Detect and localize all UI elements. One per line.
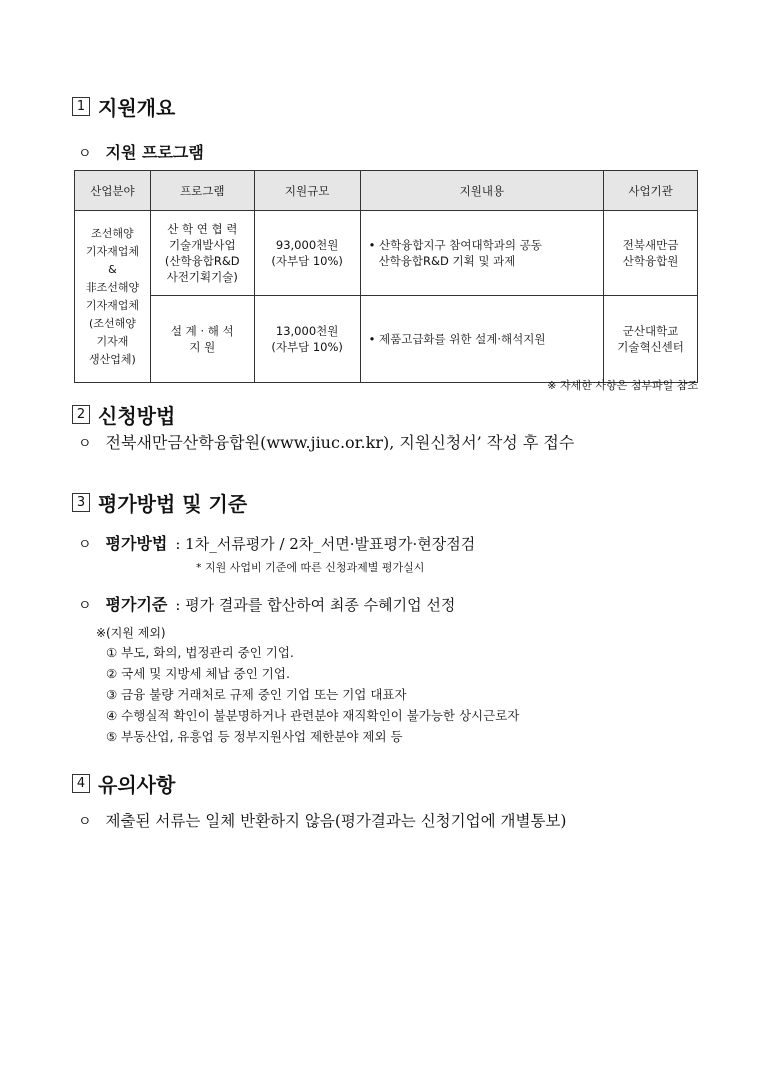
section-title: 평가방법 및 기준: [98, 492, 248, 516]
section-number-box: 2: [72, 405, 90, 424]
program-title: 지원 프로그램: [105, 143, 204, 162]
list-item: ① 부도, 화의, 법정관리 중인 기업.: [106, 645, 294, 660]
section-title: 유의사항: [98, 773, 176, 797]
method-label: 평가방법: [105, 534, 168, 553]
scale-cell: [254, 211, 360, 296]
method-note: * 지원 사업비 기준에 따른 신청과제별 평가실시: [196, 561, 425, 574]
program-cell: [150, 296, 254, 383]
industry-line: &: [108, 262, 117, 276]
section-3-heading: [72, 488, 247, 517]
section-2-heading: [72, 400, 175, 429]
apply-text: 전북새만금산학융합원(www.jiuc.or.kr), 지원신청서’ 작성 후 접수: [105, 433, 575, 452]
table-row: [75, 296, 698, 383]
industry-line: 기자재업체: [85, 244, 139, 258]
agency-line: 군산대학교: [622, 324, 679, 338]
program-table: [74, 170, 698, 383]
industry-line: 非조선해양: [85, 280, 140, 294]
notice-text: 제출된 서류는 일체 반환하지 않음(평가결과는 신청기업에 개별통보): [105, 812, 567, 830]
industry-line: 기자재업체: [85, 298, 139, 312]
bullet-icon: ㅇ: [78, 814, 92, 830]
agency-cell: [604, 296, 698, 383]
header-cell: 프로그램: [150, 171, 254, 211]
industry-line: 조선해양: [91, 226, 134, 240]
program-line: 설 계 · 해 석: [170, 324, 234, 338]
section-number-box: 4: [72, 774, 90, 793]
industry-line: 생산업체): [89, 352, 136, 366]
scale-line: (자부담 10%): [271, 254, 343, 268]
scale-line: 93,000천원: [275, 238, 339, 252]
agency-line: 산학융합원: [622, 254, 679, 268]
list-item: ② 국세 및 지방세 체납 중인 기업.: [106, 666, 290, 681]
method-text: : 1차_서류평가 / 2차_서면·발표평가·현장점검: [175, 535, 476, 553]
method-bullet: [78, 531, 475, 554]
bullet-icon: ㅇ: [78, 598, 92, 614]
agency-line: 기술혁신센터: [617, 340, 684, 354]
content-line: 산학융합R&D 기획 및 과제: [378, 254, 516, 268]
criteria-label: 평가기준: [105, 595, 168, 614]
industry-cell: [75, 211, 151, 383]
section-number-box: 1: [72, 97, 90, 116]
exclusion-list: [106, 642, 519, 747]
scale-line: (자부담 10%): [271, 340, 343, 354]
program-line: 산 학 연 협 력: [167, 222, 238, 236]
bullet-icon: ㅇ: [78, 146, 92, 162]
bullet-icon: ㅇ: [78, 436, 92, 452]
program-line: 사전기획기술): [166, 270, 238, 284]
agency-cell: [604, 211, 698, 296]
bullet-icon: ㅇ: [78, 537, 92, 553]
exclusion-heading: ※(지원 제외): [96, 626, 166, 640]
section-1-heading: [72, 92, 175, 121]
program-line: (산학융합R&D: [164, 254, 240, 268]
content-cell: [360, 296, 604, 383]
section-title: 신청방법: [98, 404, 176, 428]
content-line: • 제품고급화를 위한 설계·해석지원: [368, 332, 546, 346]
table-row: [75, 211, 698, 296]
header-cell: 지원내용: [360, 171, 604, 211]
apply-bullet: [78, 430, 574, 453]
program-cell: [150, 211, 254, 296]
header-cell: 사업기관: [604, 171, 698, 211]
section-number-box: 3: [72, 493, 90, 512]
content-line: • 산학융합지구 참여대학과의 공동: [368, 238, 542, 252]
header-cell: 지원규모: [254, 171, 360, 211]
program-line: 기술개발사업: [168, 238, 236, 252]
content-cell: [360, 211, 604, 296]
scale-line: 13,000천원: [275, 324, 339, 338]
header-cell: 산업분야: [75, 171, 151, 211]
criteria-text: : 평가 결과를 합산하여 최종 수혜기업 선정: [175, 596, 456, 614]
attachment-note: ※ 자세한 사항은 첨부파일 참조: [547, 379, 698, 392]
program-line: 지 원: [189, 340, 216, 354]
program-bullet: [78, 140, 204, 163]
list-item: ⑤ 부동산업, 유흥업 등 정부지원사업 제한분야 제외 등: [106, 729, 403, 744]
table-header-row: [75, 171, 698, 211]
criteria-bullet: [78, 592, 455, 615]
list-item: ④ 수행실적 확인이 불분명하거나 관련분야 재직확인이 불가능한 상시근로자: [106, 708, 520, 723]
section-4-heading: [72, 769, 175, 798]
industry-line: 기자재: [96, 334, 129, 348]
agency-line: 전북새만금: [622, 238, 679, 252]
list-item: ③ 금융 불량 거래처로 규제 중인 기업 또는 기업 대표자: [106, 687, 407, 702]
industry-line: (조선해양: [89, 316, 136, 330]
section-title: 지원개요: [98, 96, 176, 120]
scale-cell: [254, 296, 360, 383]
notice-bullet: [78, 809, 566, 831]
